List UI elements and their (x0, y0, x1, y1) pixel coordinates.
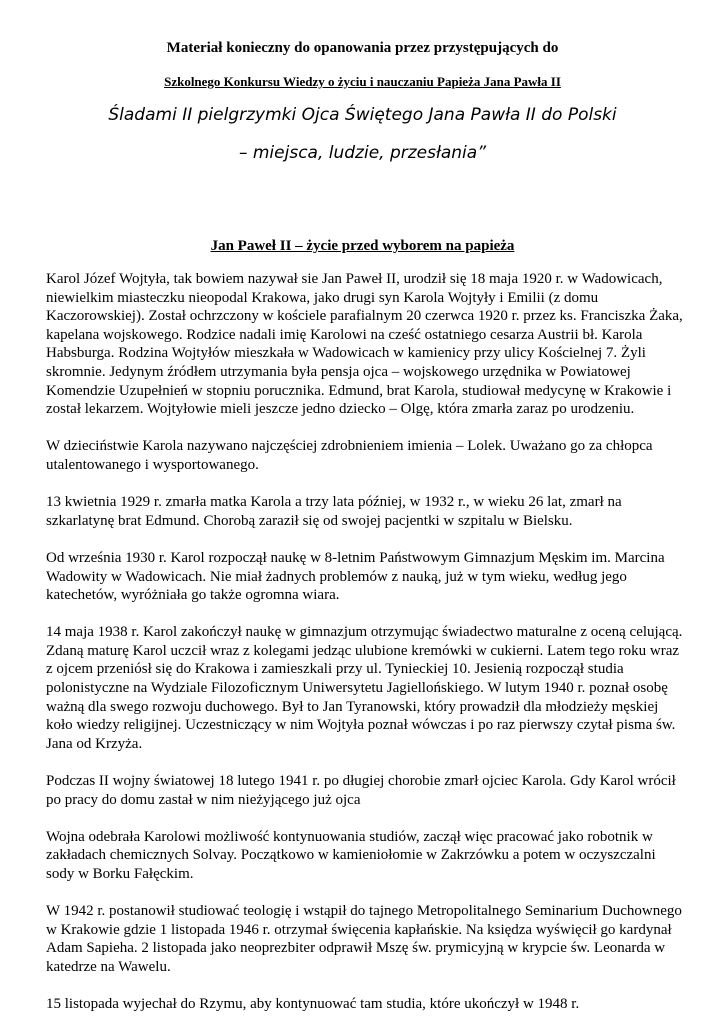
paragraph-8: W 1942 r. postanowił studiować teologię i wstąpił do tajnego Metropolitalnego Seminarium Duchownego w Krakowie gdzie 1 listopada 1946 r. otrzymał święcenia kapłańskie. Na księdza wyświęcił go kardynał Adam Sapieha. 2 listopada jako neoprezbiter odprawił Mszę św. prymicyjną w krypcie św. Leonarda w katedrze na Wawelu. (46, 903, 682, 975)
header-line-1: Materiał konieczny do opanowania przez przystępujących do (166, 40, 559, 56)
paragraph-7: Wojna odebrała Karolowi możliwość kontynuowania studiów, zaczął więc pracować jako robotnik w zakładach chemicznych Solvay. Początkowo w kamieniołomie w Zakrzówku a potem w oczyszczalni sody w Borku Fałęckim. (46, 828, 656, 882)
paragraph-6: Podczas II wojny światowej 18 lutego 1941 r. po długiej chorobie zmarł ojciec Karola. Gdy Karol wrócił po pracy do domu zastał w nim nieżyjącego już ojca (46, 773, 676, 808)
paragraph-1: Karol Józef Wojtyła, tak bowiem nazywał sie Jan Paweł II, urodził się 18 maja 1920 r. w Wadowicach, niewielkim miasteczku nieopodal Krakowa, jako drugi syn Karola Wojtyły i Emilii (z domu Kaczorowskiej). Został ochrzczony w kościele parafialnym 20 czerwca 1920 r. przez ks. Franciszka Żaka, kapelana wojskowego. Rodzice nadali imię Karolowi na cześć ostatniego cesarza Austrii bł. Karola Habsburga. Rodzina Wojtyłów mieszkała w Wadowicach w kamienicy przy ulicy Kościelnej 7. Żyli skromnie. Jedynym źródłem utrzymania była pensja ojca – wojskowego urzędnika w Powiatowej Komendzie Uzupełnień w stopniu porucznika. Edmund, brat Karola, studiował medycynę w Krakowie i został lekarzem. Wojtyłowie mieli jeszcze jedno dziecko – Olgę, która zmarła zaraz po urodzeniu. (46, 271, 683, 418)
header-line-3: Śladami II pielgrzymki Ojca Świętego Jana Pawła II do Polski (108, 105, 617, 125)
paragraph-9: 15 listopada wyjechał do Rzymu, aby kontynuować tam studia, które ukończył w 1948 r. (46, 996, 580, 1013)
paragraph-4: Od września 1930 r. Karol rozpoczął naukę w 8-letnim Państwowym Gimnazjum Męskim im. Marcina Wadowity w Wadowicach. Nie miał żadnych problemów z nauką, już w tym wieku, według jego katechetów, wyróżniała go także ogromna wiara. (46, 549, 665, 604)
paragraph-3: 13 kwietnia 1929 r. zmarła matka Karola a trzy lata później, w 1932 r., w wieku 26 lat, zmarł na szkarlatynę brat Edmund. Chorobą zaraził się od swojej pacjentki w szpitalu w Bielsku. (46, 494, 622, 529)
paragraph-5: 14 maja 1938 r. Karol zakończył naukę w gimnazjum otrzymując świadectwo maturalne z oceną celującą. Zdaną maturę Karol uczcił wraz z kolegami jedząc ulubione kremówki w cukierni. Latem tego roku wraz z ojcem przeniósł się do Krakowa i zamieszkali przy ul. Tynieckiej 10. Jesienią rozpoczął studia polonistyczne na Wydziale Filozoficznym Uniwersytetu Jagiellońskiego. W lutym 1940 r. poznał osobę ważną dla swego rozwoju duchowego. Był to Jan Tyranowski, który prowadził dla młodzieży męskiej koło wiedzy religijnej. Uczestniczący w nim Wojtyła poznał wówczas i po raz pierwszy czytał pisma św. Jana od Krzyża. (46, 624, 683, 752)
header-line-2: Szkolnego Konkursu Wiedzy o życiu i nauczaniu Papieża Jana Pawła II (164, 74, 561, 89)
section-title: Jan Paweł II – życie przed wyborem na papieża (210, 238, 515, 254)
paragraph-2: W dzieciństwie Karola nazywano najczęściej zdrobnieniem imienia – Lolek. Uważano go za chłopca utalentowanego i wysportowanego. (46, 438, 653, 473)
header-line-4: – miejsca, ludzie, przesłania” (238, 143, 487, 163)
body-text (46, 270, 686, 1032)
